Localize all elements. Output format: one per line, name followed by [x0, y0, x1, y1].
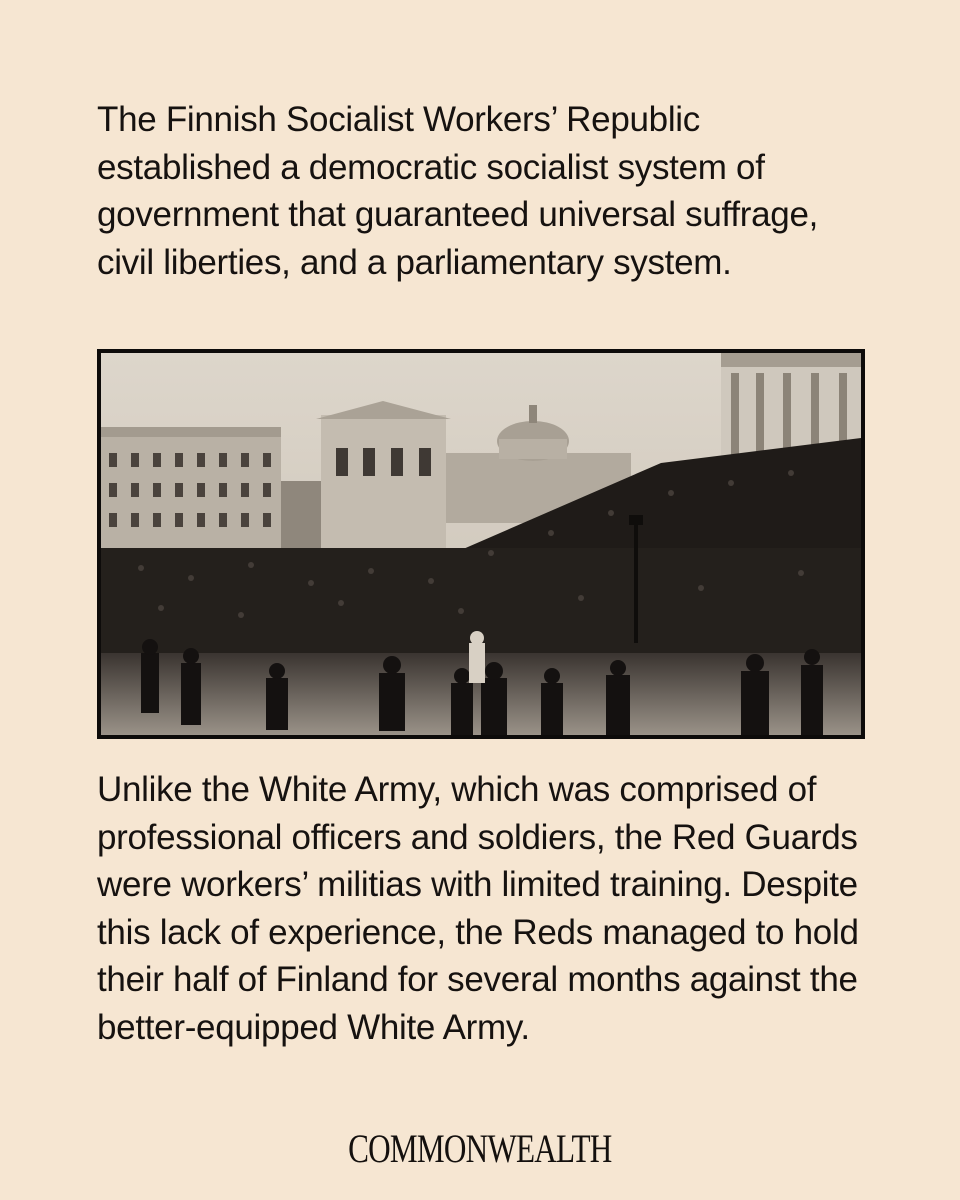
- brand-logo: [0, 1124, 960, 1174]
- crowd-photo-illustration: [101, 353, 861, 735]
- paragraph-intro: The Finnish Socialist Workers’ Republic established a democratic socialist system of government that guaranteed universal suffrage, civil liberties, and a parliamentary system.: [97, 100, 819, 282]
- paragraph-red-guards: Unlike the White Army, which was comprised of professional officers and soldiers, the Red Guards were workers’ militias with limited training. Despite this lack of experience, the Reds managed to hold their half of Finland for several months against the better-equipped White Army.: [97, 770, 859, 1047]
- historical-crowd-photo: [97, 349, 865, 739]
- brand-wordmark: COMMONWEALTH: [348, 1126, 612, 1171]
